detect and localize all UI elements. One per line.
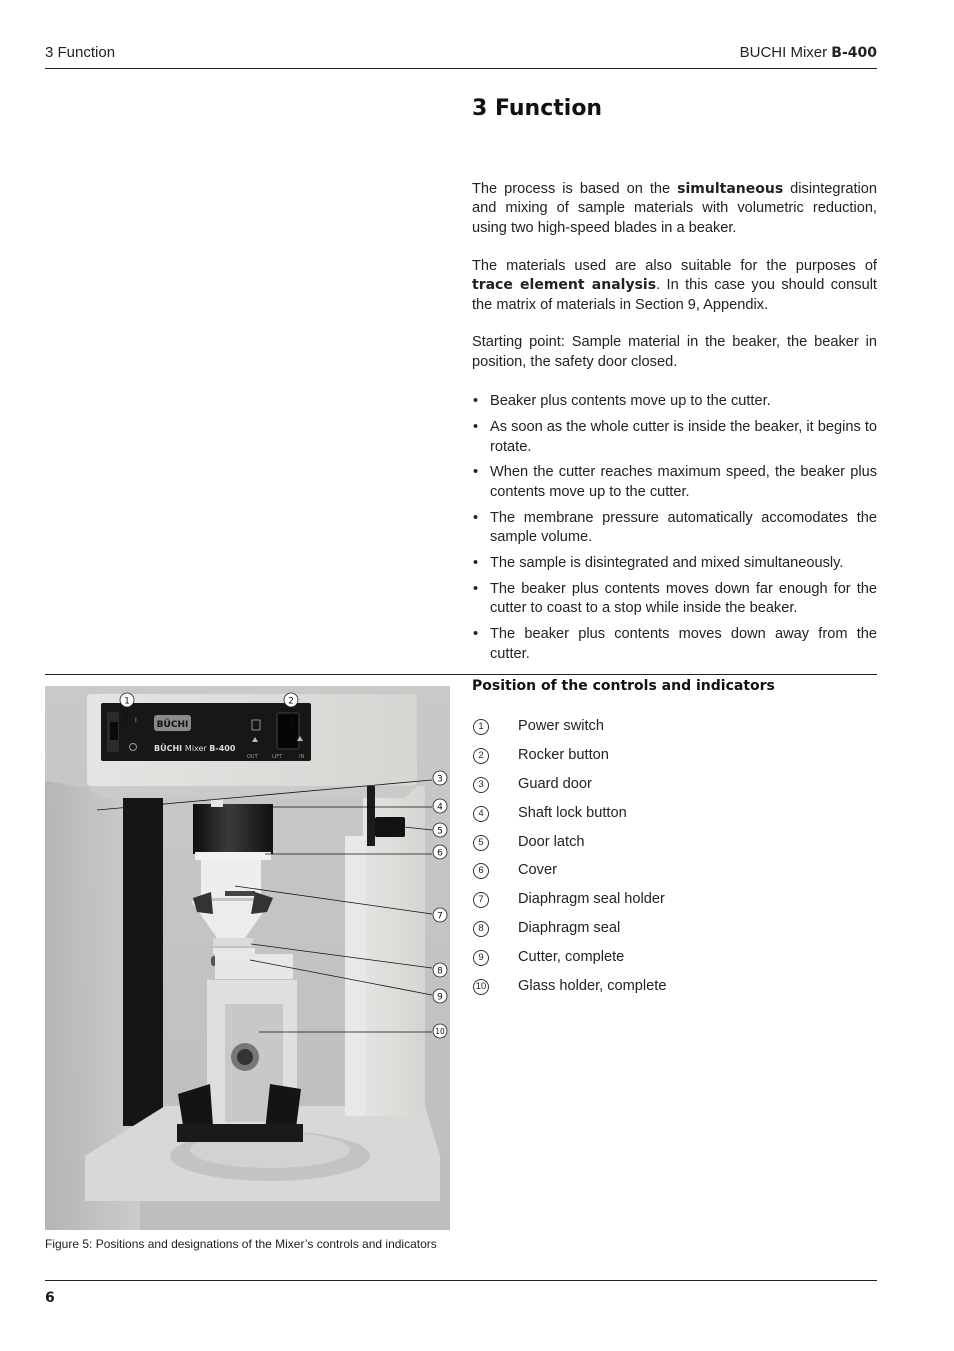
mixer-photo [45,686,450,1230]
callout-3: 3 [437,774,443,785]
panel-logo: BÜCHI [156,720,189,730]
callout-number: 7 [473,892,489,908]
callout-number: 1 [473,719,489,735]
page-number: 6 [45,1290,55,1306]
process-steps-list [472,392,877,664]
legend-label: Diaphragm seal [518,920,621,937]
emphasis-simultaneous: simultaneous [677,181,784,197]
intro-paragraph-2: The materials used are also suitable for the purposes of trace element analysis. In this case you should consult the matrix of materials in Section 9, Appendix. [472,257,877,313]
legend-label: Guard door [518,775,592,792]
chapter-title: 3 Function [472,96,603,121]
callout-2: 2 [288,696,294,707]
list-item: • As soon as the whole cutter is inside the beaker, it begins to rotate. [473,419,877,455]
panel-label-in: IN [299,754,305,760]
callout-1: 1 [124,696,130,707]
legend-label: Rocker button [518,746,609,763]
section-rule [45,674,877,675]
callout-4: 4 [437,802,443,813]
panel-model-label: BÜCHI Mixer B-400 [154,744,236,753]
legend-label: Door latch [518,833,585,850]
legend-row [472,776,877,805]
callout-8: 8 [437,966,443,977]
callout-number: 9 [473,950,489,966]
callout-number: 2 [473,748,489,764]
callout-number: 10 [473,979,489,995]
legend-row [472,747,877,776]
intro-paragraph-3: Starting point: Sample material in the beaker, the beaker in position, the safety door closed. [472,334,877,370]
product-model: B-400 [831,45,877,61]
footer-rule [45,1280,877,1281]
list-item: • The membrane pressure automatically accomodates the sample volume. [473,509,877,546]
legend-row [472,805,877,834]
figure-caption: Figure 5: Positions and designations of the Mixer’s controls and indicators [45,1237,437,1251]
legend-row [472,978,877,1007]
header-rule [45,68,877,69]
legend-label: Cover [518,862,557,879]
callout-7: 7 [437,911,443,922]
callout-5: 5 [437,826,443,837]
list-item: • The sample is disintegrated and mixed simultaneously. [473,555,844,572]
legend-row [472,718,877,747]
power-on-mark: I [135,717,137,724]
list-item: • Beaker plus contents move up to the cutter. [473,393,771,410]
callout-9: 9 [437,992,443,1003]
legend-label: Shaft lock button [518,804,627,821]
legend-row [472,862,877,891]
list-item: • When the cutter reaches maximum speed, the beaker plus contents move up to the cutter. [473,464,877,500]
callout-number: 8 [473,921,489,937]
panel-label-lift: LIFT [272,754,283,760]
running-header-section: 3 Function [45,44,116,61]
list-item: • The beaker plus contents moves down away from the cutter. [473,626,877,662]
callout-6: 6 [437,848,443,859]
callout-number: 3 [473,777,489,793]
legend-label: Power switch [518,718,604,734]
list-item: • The beaker plus contents moves down far enough for the cutter to coast to a stop while inside the beaker. [473,581,877,617]
callout-number: 5 [473,835,489,851]
callout-number: 4 [473,806,489,822]
legend-label: Diaphragm seal holder [518,891,665,908]
legend-label: Glass holder, complete [518,978,667,995]
controls-legend [472,718,877,1007]
intro-paragraph-1: The process is based on the simultaneous disintegration and mixing of sample materials with volumetric reduction, using two high-speed blades in a beaker. [472,181,877,236]
legend-row [472,834,877,863]
legend-row [472,891,877,920]
running-header-product [740,44,877,61]
product-prefix: BUCHI Mixer [739,44,832,61]
callout-number: 6 [473,863,489,879]
callout-10: 10 [435,1027,445,1036]
legend-row [472,920,877,949]
panel-label-out: OUT [247,754,258,760]
emphasis-trace-element: trace element analysis [472,277,657,294]
controls-heading: Position of the controls and indicators [472,678,775,694]
legend-label: Cutter, complete [518,949,625,966]
legend-row [472,949,877,978]
intro-text [472,180,877,671]
